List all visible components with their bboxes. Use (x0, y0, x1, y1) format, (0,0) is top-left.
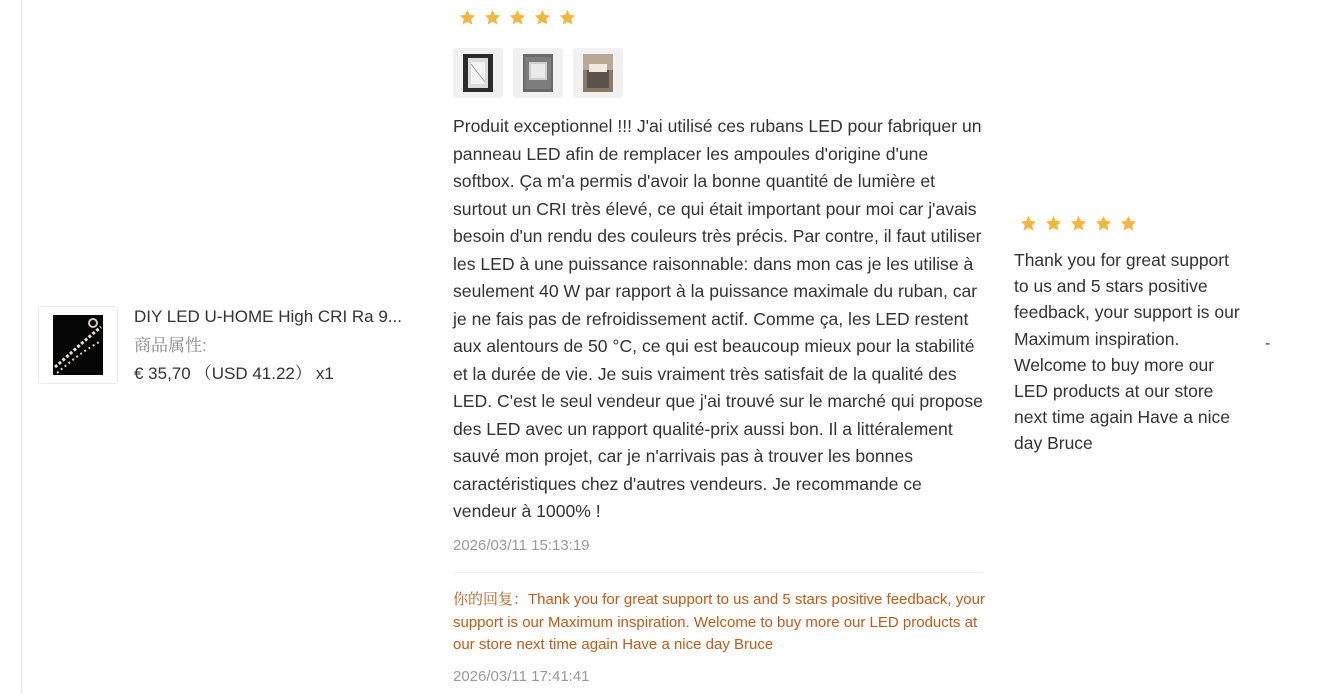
seller-rating (1019, 214, 1138, 233)
product-price (134, 363, 338, 385)
star-icon (558, 8, 577, 27)
review-photo[interactable] (513, 48, 563, 98)
column-divider (21, 0, 22, 694)
product-info (38, 306, 418, 386)
product-thumbnail[interactable] (38, 306, 118, 384)
price-eur: € 35,70 (134, 364, 191, 383)
review-photos (453, 48, 623, 98)
star-icon (1019, 214, 1038, 233)
star-icon (1069, 214, 1088, 233)
reply-date: 2026/03/11 17:41:41 (453, 668, 590, 685)
star-icon (1094, 214, 1113, 233)
price-usd: （USD 41.22） (194, 364, 312, 383)
reply-text: Thank you for great support to us and 5 stars positive feedback, your support is our Maximum inspiration. Welcome to buy more our LED products at our store next time again Have a nice day Bruce (453, 591, 985, 653)
quantity: x1 (315, 364, 334, 383)
led-strip-image (53, 315, 103, 375)
seller-feedback-text: Thank you for great support to us and 5 stars positive feedback, your support is our Maximum inspiration. Welcome to buy more our LED products at our store next time again Have a nice day Bruce (1014, 250, 1240, 454)
review-date: 2026/03/11 15:13:19 (453, 537, 590, 554)
review-photo[interactable] (573, 48, 623, 98)
review-photo[interactable] (453, 48, 503, 98)
seller-reply (453, 589, 988, 657)
star-icon (1119, 214, 1138, 233)
product-title[interactable]: DIY LED U-HOME High CRI Ra 9... (134, 307, 402, 326)
star-icon (1044, 214, 1063, 233)
divider (453, 572, 983, 573)
star-icon (483, 8, 502, 27)
reply-label: 你的回复： (453, 591, 529, 608)
review-text: Produit exceptionnel !!! J'ai utilisé ces rubans LED pour fabriquer un panneau LED afin de remplacer les ampoules d'origine d'une softbox. Ça m'a permis d'avoir la bonne quantité de lumière et surtout un CRI très élevé, ce qui était important pour moi car j'avais besoin d'un rendu des couleurs très précis. Par contre, il faut utiliser les LED à une puissance raisonnable: dans mon cas je les utilise à seulement 40 W par rapport à la puissance maximale du ruban, car je ne fais pas de refroidissement actif. Comme ça, les LED restent aux alentours de 50 °C, ce qui est beaucoup mieux pour la stabilité et la durée de vie. Je suis vraiment très satisfait de la qualité des LED. C'est le seul vendeur que j'ai trouvé sur le marché qui propose des LED avec un rapport qualité-prix aussi bon. Il a littéralement sauvé mon projet, car je n'arrivais pas à trouver les bonnes caractéristiques chez d'autres vendeurs. Je recommande ce vendeur à 1000% ! (453, 116, 983, 521)
empty-cell-dash: - (1265, 335, 1271, 352)
star-icon (508, 8, 527, 27)
product-attributes-label: 商品属性: (134, 336, 207, 355)
star-icon (533, 8, 552, 27)
star-icon (458, 8, 477, 27)
review-rating (458, 8, 577, 27)
